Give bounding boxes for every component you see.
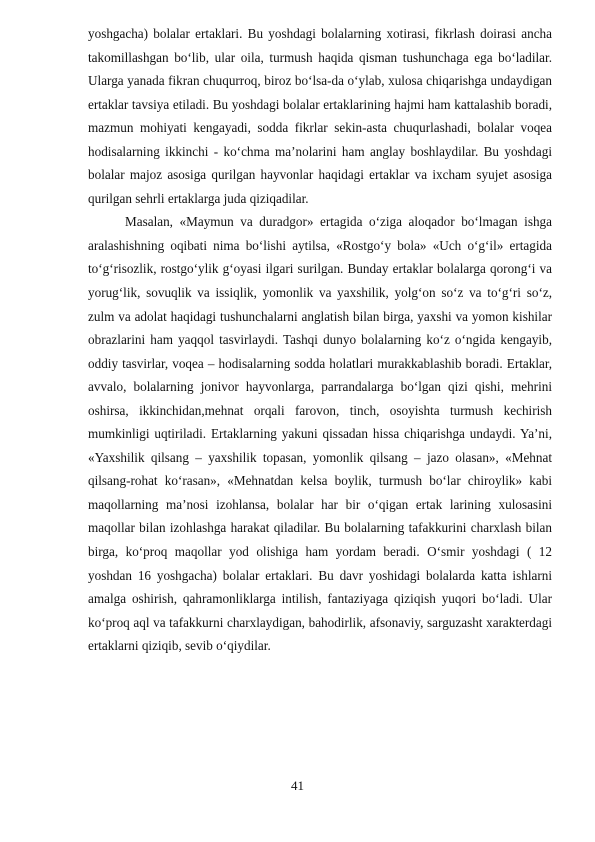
page-number: 41 [291,778,304,793]
body-text [88,22,552,658]
paragraph-continuation: yoshgacha) bolalar ertaklari. Bu yoshdagi bolalarning xotirasi, fikrlash doirasi ancha takomillashgan bo‘lib, ular oila, turmush haqida qisman tushunchaga ega bo‘ladilar. Ularga yanada fikran chuqurroq, biroz bo‘lsa-da o‘ylab, xulosa chiqarishga undaydigan ertaklar tavsiya etiladi. Bu yoshdagi bolalar ertaklarining hajmi ham kattalashib boradi, mazmun mohiyati kengayadi, sodda fikrlar sekin-asta chuqurlashadi, bolalar voqea hodisalarning ikkinchi - ko‘chma ma’nolarini ham anglay boshlaydilar. Bu yoshdagi bolalar majoz asosiga qurilgan hayvonlar haqidagi ertaklar va ixcham syujet asosiga qurilgan sehrli ertaklarga juda qiziqadilar. [88,26,552,206]
paragraph-examples: Masalan, «Maymun va duradgor» ertagida o‘ziga aloqador bo‘lmagan ishga aralashishning oqibati nima bo‘lishi aytilsa, «Rostgo‘y bola» «Uch o‘g‘il» ertagida to‘g‘risozlik, rostgo‘ylik g‘oyasi ilgari surilgan. Bunday ertaklar bolalarga qorong‘i va yorug‘lik, sovuqlik va issiqlik, yomonlik va yaxshilik, yolg‘on so‘z va to‘g‘ri so‘z, zulm va adolat haqidagi tushunchalarni anglatish bilan birga, yaxshi va yomon kishilar obrazlarini ham yaqqol tasvirlaydi. Tashqi dunyo bolalarning ko‘z o‘ngida kengayib, oddiy tasvirlar, voqea – hodisalarning sodda holatlari murakkablashib boradi. Ertaklar, avvalo, bolalarning jonivor hayvonlarga, parrandalarga bo‘lgan qizi qishi, mehrini oshirsa, ikkinchidan,mehnat orqali farovon, tinch, osoyishta turmush kechirish mumkinligi uqtiriladi. Ertaklarning yakuni qissadan hissa chiqarishga undaydi. Ya’ni, «Yaxshilik qilsang – yaxshilik topasan, yomonlik qilsang – jazo olasan», «Mehnat qilsang-rohat ko‘rasan», «Mehnatdan kelsa boylik, turmush bo‘lar chiroylik» kabi maqollarning ma’nosi izohlansa, bolalar har bir o‘qigan ertak larining xulosasini maqollar bilan izohlashga harakat qiladilar. Bu bolalarning tafakkurini charxlash bilan birga, ko‘proq maqollar yod olishiga ham yordam beradi. O‘smir yoshdagi ( 12 yoshdan 16 yoshgacha) bolalar ertaklari. Bu davr yoshidagi bolalarda katta ishlarni amalga oshirish, qahramonliklarga intilish, fantaziyaga qiziqish yuqori bo‘ladi. Ular ko‘proq aql va tafakkurni charxlaydigan, bahodirlik, afsonaviy, sarguzasht xarakterdagi ertaklarni qiziqib, sevib o‘qiydilar. [88,214,552,654]
